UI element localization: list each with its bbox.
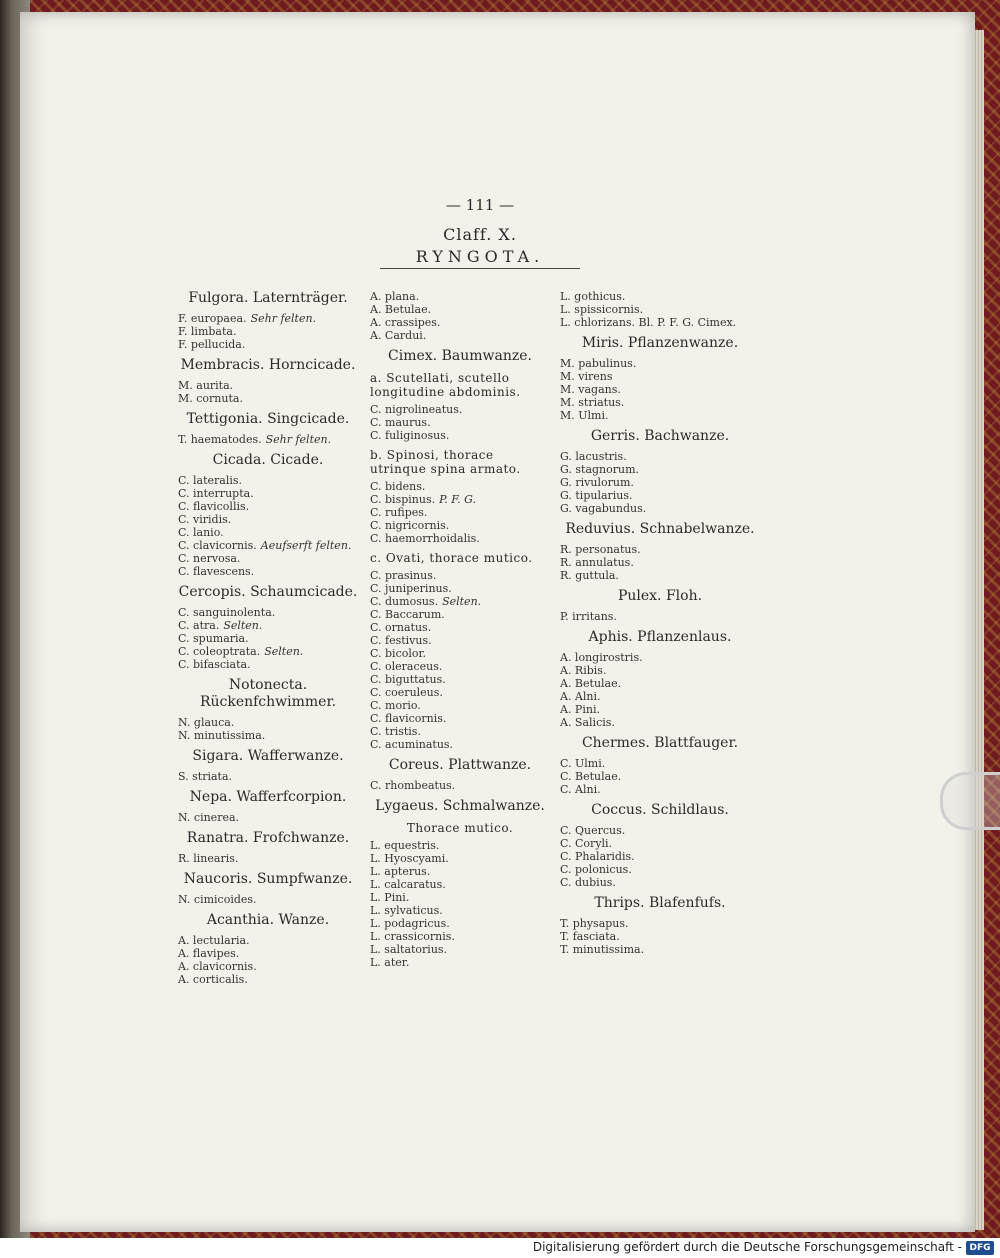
species-name: A. Betulae. (560, 677, 622, 690)
species-entry (560, 664, 760, 677)
species-entry (178, 716, 358, 729)
species-entry (370, 480, 550, 493)
species-name: A. clavicornis. (178, 960, 257, 973)
species-entry (178, 487, 358, 500)
footer-credit: Digitalisierung gefördert durch die Deutsche Forschungsgemeinschaft - (532, 1240, 962, 1254)
species-name: C. bifasciata. (178, 658, 251, 671)
species-name: A. corticalis. (178, 973, 248, 986)
species-name: C. bicolor. (370, 647, 427, 660)
species-entry (178, 811, 358, 824)
genus-heading: Tettigonia. Singcicade. (186, 411, 350, 427)
species-entry (178, 770, 358, 783)
species-note: Aeufserft felten. (260, 539, 352, 552)
species-entry (178, 325, 358, 338)
species-entry (178, 658, 358, 671)
species-entry (370, 569, 550, 582)
genus-heading: Thrips. Blafenfufs. (594, 895, 726, 911)
species-entry (560, 757, 760, 770)
species-entry (560, 850, 760, 863)
species-name: L. crassicornis. (370, 930, 455, 943)
species-entry (370, 878, 550, 891)
species-entry (370, 865, 550, 878)
species-entry: A. Betulae. (370, 303, 432, 316)
species-name: P. irritans. (560, 610, 617, 623)
genus-heading: Nepa. Wafferfcorpion. (189, 789, 347, 805)
species-note: Sehr felten. (265, 433, 332, 446)
species-name: C. bispinus. (370, 493, 436, 506)
genus-heading: Notonecta. Rückenfchwimmer. (199, 677, 337, 710)
species-name: C. Coryli. (560, 837, 613, 850)
species-entry (370, 891, 550, 904)
species-name: C. flavescens. (178, 565, 255, 578)
species-entry (370, 956, 550, 969)
species-name: N. minutissima. (178, 729, 266, 742)
species-name: G. vagabundus. (560, 502, 647, 515)
species-entry (370, 699, 550, 712)
genus-heading: Coreus. Plattwanze. (388, 757, 532, 773)
species-name: C. dubius. (560, 876, 616, 889)
species-name: A. Salicis. (560, 716, 615, 729)
species-entry (178, 645, 358, 658)
species-name: L. sylvaticus. (370, 904, 443, 917)
species-entry (370, 595, 550, 608)
species-entry (370, 930, 550, 943)
dfg-logo-icon: DFG (966, 1241, 994, 1255)
species-entry (370, 608, 550, 621)
species-name: T. fasciata. (560, 930, 620, 943)
species-entry (370, 582, 550, 595)
cimex-a-list (370, 403, 550, 442)
species-entry (560, 677, 760, 690)
species-entry (370, 532, 550, 545)
species-entry (370, 660, 550, 673)
acanthia-continued (370, 290, 550, 342)
species-entry: A. plana. (370, 290, 420, 303)
species-name: C. rufipes. (370, 506, 428, 519)
species-name: N. cinerea. (178, 811, 240, 824)
species-name: C. juniperinus. (370, 582, 452, 595)
species-name: C. lateralis. (178, 474, 243, 487)
species-name: R. linearis. (178, 852, 239, 865)
genus-heading: Cercopis. Schaumcicade. (178, 584, 358, 600)
species-entry (560, 556, 760, 569)
species-entry (560, 610, 760, 623)
species-name: L. Pini. (370, 891, 410, 904)
species-entry (370, 673, 550, 686)
species-entry (560, 824, 760, 837)
species-name: C. viridis. (178, 513, 232, 526)
order-title: RYNGOTA. (380, 247, 580, 269)
species-name: A. Ribis. (560, 664, 607, 677)
species-name: C. clavicornis. (178, 539, 257, 552)
species-name: M. vagans. (560, 383, 621, 396)
species-name: C. coeruleus. (370, 686, 443, 699)
species-entry (370, 904, 550, 917)
species-name: F. limbata. (178, 325, 237, 338)
genus-heading: Naucoris. Sumpfwanze. (183, 871, 353, 887)
species-entry (560, 930, 760, 943)
species-name: C. haemorrhoidalis. (370, 532, 480, 545)
species-entry (178, 500, 358, 513)
species-entry (560, 463, 760, 476)
species-name: M. virens (560, 370, 613, 383)
column-2 (370, 290, 550, 969)
species-entry (560, 409, 760, 422)
species-entry (178, 312, 358, 325)
species-name: L. ater. (370, 956, 410, 969)
species-name: C. spumaria. (178, 632, 249, 645)
species-entry (178, 619, 358, 632)
species-name: C. dumosus. (370, 595, 439, 608)
species-entry (178, 526, 358, 539)
species-name: N. cimicoides. (178, 893, 257, 906)
species-name: C. polonicus. (560, 863, 632, 876)
species-entry (560, 396, 760, 409)
species-entry: C. rhombeatus. (370, 779, 456, 792)
species-entry (370, 852, 550, 865)
species-entry (370, 506, 550, 519)
genus-heading: Miris. Pflanzenwanze. (581, 335, 739, 351)
species-entry (178, 893, 358, 906)
species-name: L. podagricus. (370, 917, 450, 930)
species-name: T. physapus. (560, 917, 629, 930)
species-entry (178, 852, 358, 865)
species-entry (370, 712, 550, 725)
subgroup-heading: a. Scutellati, scutello longitudine abdominis. (370, 371, 521, 399)
species-name: M. striatus. (560, 396, 625, 409)
species-entry (178, 379, 358, 392)
species-entry (560, 543, 760, 556)
subgroup-heading: b. Spinosi, thorace utrinque spina armato. (370, 448, 521, 476)
species-entry (178, 729, 358, 742)
species-entry: C. nigrolineatus. (370, 403, 463, 416)
species-name: C. prasinus. (370, 569, 437, 582)
column-3-groups (560, 335, 760, 956)
genus-heading: Coccus. Schildlaus. (591, 802, 729, 818)
species-entry (178, 513, 358, 526)
species-entry (370, 839, 550, 852)
species-name: L. equestris. (370, 839, 440, 852)
species-entry (560, 783, 760, 796)
genus-heading: Cimex. Baumwanze. (388, 348, 532, 364)
species-name: C. lanio. (178, 526, 224, 539)
species-entry (370, 519, 550, 532)
genus-heading: Lygaeus. Schmalwanze. (375, 798, 545, 814)
species-note: Selten. (264, 645, 304, 658)
species-name: L. Hyoscyami. (370, 852, 449, 865)
column-1 (178, 290, 358, 986)
species-name: A. flavipes. (178, 947, 240, 960)
species-name: C. tristis. (370, 725, 421, 738)
species-name: A. lectularia. (178, 934, 250, 947)
species-name: L. saltatorius. (370, 943, 448, 956)
genus-heading: Pulex. Floh. (617, 588, 703, 604)
subgroup-heading: c. Ovati, thorace mutico. (370, 551, 533, 565)
species-note: Sehr felten. (250, 312, 317, 325)
species-name: G. rivulorum. (560, 476, 634, 489)
species-name: M. cornuta. (178, 392, 243, 405)
species-entry (178, 632, 358, 645)
species-name: T. haematodes. (178, 433, 262, 446)
species-entry (178, 433, 358, 446)
genus-heading: Sigara. Wafferwanze. (192, 748, 344, 764)
species-entry (178, 973, 358, 986)
species-entry (178, 338, 358, 351)
species-entry (560, 383, 760, 396)
species-entry (560, 703, 760, 716)
species-entry: L. chlorizans. Bl. P. F. G. Cimex. (560, 316, 737, 329)
cimex-b-list (370, 480, 550, 545)
species-note: Selten. (442, 595, 482, 608)
species-name: C. Baccarum. (370, 608, 445, 621)
genus-heading: Fulgora. Laternträger. (188, 290, 348, 306)
species-entry (370, 634, 550, 647)
genus-heading: Gerris. Bachwanze. (590, 428, 730, 444)
species-name: C. sanguinolenta. (178, 606, 276, 619)
species-entry (560, 716, 760, 729)
genus-heading: Aphis. Pflanzenlaus. (588, 629, 732, 645)
species-entry: A. crassipes. (370, 316, 441, 329)
genus-heading: Chermes. Blattfauger. (581, 735, 739, 751)
species-name: M. Ulmi. (560, 409, 609, 422)
species-name: C. festivus. (370, 634, 432, 647)
species-entry (560, 370, 760, 383)
species-name: C. Ulmi. (560, 757, 606, 770)
species-entry (560, 863, 760, 876)
species-entry: L. gothicus. (560, 290, 626, 303)
species-name: S. striata. (178, 770, 233, 783)
species-name: C. Alni. (560, 783, 601, 796)
species-entry (178, 565, 358, 578)
species-name: A. longirostris. (560, 651, 643, 664)
paper-clip-icon (940, 772, 1000, 830)
species-entry: C. maurus. (370, 416, 431, 429)
species-name: C. nervosa. (178, 552, 241, 565)
species-name: F. europaea. (178, 312, 247, 325)
species-entry (370, 738, 550, 751)
species-entry (178, 539, 358, 552)
species-name: G. tipularius. (560, 489, 633, 502)
species-entry (560, 770, 760, 783)
species-entry (370, 686, 550, 699)
subgroup-heading: Thorace mutico. (406, 821, 514, 835)
species-name: C. biguttatus. (370, 673, 446, 686)
species-name: A. Alni. (560, 690, 601, 703)
species-name: C. oleraceus. (370, 660, 443, 673)
species-name: G. lacustris. (560, 450, 627, 463)
species-name: L. calcaratus. (370, 878, 446, 891)
species-name: C. interrupta. (178, 487, 254, 500)
species-entry (178, 606, 358, 619)
species-entry (178, 947, 358, 960)
species-name: C. coleoptrata. (178, 645, 261, 658)
species-entry (560, 690, 760, 703)
species-name: R. annulatus. (560, 556, 634, 569)
genus-heading: Reduvius. Schnabelwanze. (565, 521, 755, 537)
species-name: R. personatus. (560, 543, 641, 556)
species-entry (370, 621, 550, 634)
species-entry (560, 476, 760, 489)
species-entry (560, 943, 760, 956)
species-name: G. stagnorum. (560, 463, 640, 476)
species-name: F. pellucida. (178, 338, 246, 351)
species-name: M. aurita. (178, 379, 234, 392)
species-name: C. flavicollis. (178, 500, 250, 513)
genus-heading: Membracis. Horncicade. (180, 357, 356, 373)
species-name: R. guttula. (560, 569, 619, 582)
species-name: C. acuminatus. (370, 738, 454, 751)
species-entry: C. fuliginosus. (370, 429, 450, 442)
species-name: A. Pini. (560, 703, 600, 716)
species-name: C. flavicornis. (370, 712, 447, 725)
species-name: C. bidens. (370, 480, 426, 493)
species-entry (560, 569, 760, 582)
species-entry (370, 725, 550, 738)
species-name: T. minutissima. (560, 943, 645, 956)
genus-heading: Cicada. Cicade. (212, 452, 324, 468)
page-number: — 111 — (445, 196, 515, 214)
species-entry (560, 876, 760, 889)
genus-heading: Acanthia. Wanze. (206, 912, 330, 928)
class-title: Claff. X. (443, 225, 517, 244)
genus-heading: Ranatra. Frofchwanze. (186, 830, 350, 846)
species-name: C. morio. (370, 699, 421, 712)
species-name: C. Quercus. (560, 824, 626, 837)
lygaeus-continued (560, 290, 760, 329)
species-entry (178, 392, 358, 405)
species-entry (560, 837, 760, 850)
species-entry (560, 450, 760, 463)
column-3 (560, 290, 760, 956)
footer-bar (0, 1238, 1000, 1258)
species-note: P. F. G. (439, 493, 477, 506)
cimex-c-list (370, 569, 550, 751)
species-entry (560, 357, 760, 370)
species-entry (370, 917, 550, 930)
species-entry (560, 502, 760, 515)
species-name: N. glauca. (178, 716, 235, 729)
species-entry (560, 489, 760, 502)
species-entry (560, 651, 760, 664)
species-entry: L. spissicornis. (560, 303, 644, 316)
species-entry (178, 474, 358, 487)
species-entry (560, 917, 760, 930)
species-entry (370, 943, 550, 956)
species-note: Selten. (223, 619, 263, 632)
species-entry (370, 647, 550, 660)
species-entry (178, 552, 358, 565)
species-name: C. Betulae. (560, 770, 622, 783)
species-name: L. apterus. (370, 865, 431, 878)
species-name: C. nigricornis. (370, 519, 450, 532)
species-entry: A. Cardui. (370, 329, 427, 342)
species-name: C. ornatus. (370, 621, 432, 634)
species-name: M. pabulinus. (560, 357, 637, 370)
species-entry (178, 934, 358, 947)
species-name: C. Phalaridis. (560, 850, 635, 863)
lygaeus-list (370, 839, 550, 969)
species-entry (178, 960, 358, 973)
species-name: C. atra. (178, 619, 220, 632)
species-entry (370, 493, 550, 506)
